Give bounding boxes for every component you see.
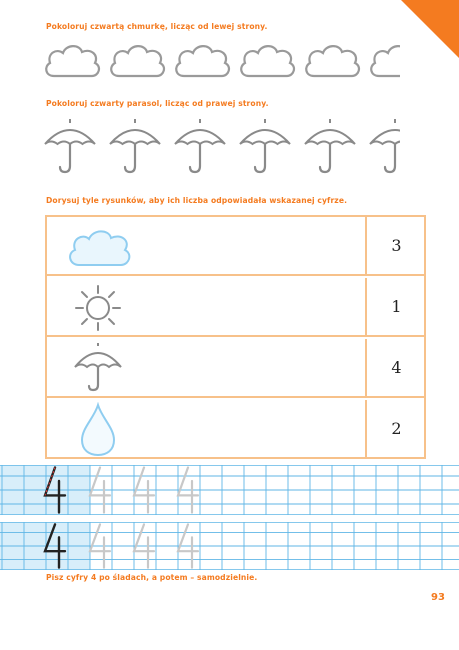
umbrella-icon[interactable]: [370, 119, 400, 172]
row-number: 3: [365, 217, 426, 274]
cloud-icon[interactable]: [306, 46, 359, 76]
table-row: [47, 217, 424, 276]
umbrella-icon[interactable]: [175, 119, 225, 172]
instruction-writing: Pisz cyfry 4 po śladach, a potem – samodzielnie.: [46, 573, 258, 582]
row-number: 2: [365, 400, 426, 457]
umbrella-icon[interactable]: [45, 119, 95, 172]
cloud-icon[interactable]: [371, 46, 400, 76]
umbrella-icon[interactable]: [240, 119, 290, 172]
sun-icon: [71, 284, 125, 332]
table-row: [47, 278, 424, 337]
cloud-icon[interactable]: [46, 46, 99, 76]
umbrellas-row: [40, 118, 400, 176]
instruction-umbrellas: Pokoloruj czwarty parasol, licząc od prawej strony.: [46, 99, 269, 108]
corner-tab: [401, 0, 459, 58]
cloud-icon[interactable]: [176, 46, 229, 76]
raindrop-icon: [77, 402, 119, 458]
writing-grid-2: [0, 522, 459, 570]
umbrella-icon[interactable]: [305, 119, 355, 172]
umbrella-icon: [71, 343, 125, 393]
cloud-icon[interactable]: [111, 46, 164, 76]
row-number: 4: [365, 339, 426, 396]
table-row: [47, 400, 424, 459]
clouds-row: [40, 42, 400, 78]
writing-grid-1: [0, 465, 459, 515]
row-number: 1: [365, 278, 426, 335]
instruction-clouds: Pokoloruj czwartą chmurkę, licząc od lewej strony.: [46, 22, 268, 31]
instruction-table: Dorysuj tyle rysunków, aby ich liczba odpowiadała wskazanej cyfrze.: [46, 196, 348, 205]
counting-table: [45, 215, 426, 459]
table-row: [47, 339, 424, 398]
umbrella-icon[interactable]: [110, 119, 160, 172]
page-number: 93: [431, 592, 445, 603]
cloud-icon: [65, 225, 135, 269]
cloud-icon[interactable]: [241, 46, 294, 76]
